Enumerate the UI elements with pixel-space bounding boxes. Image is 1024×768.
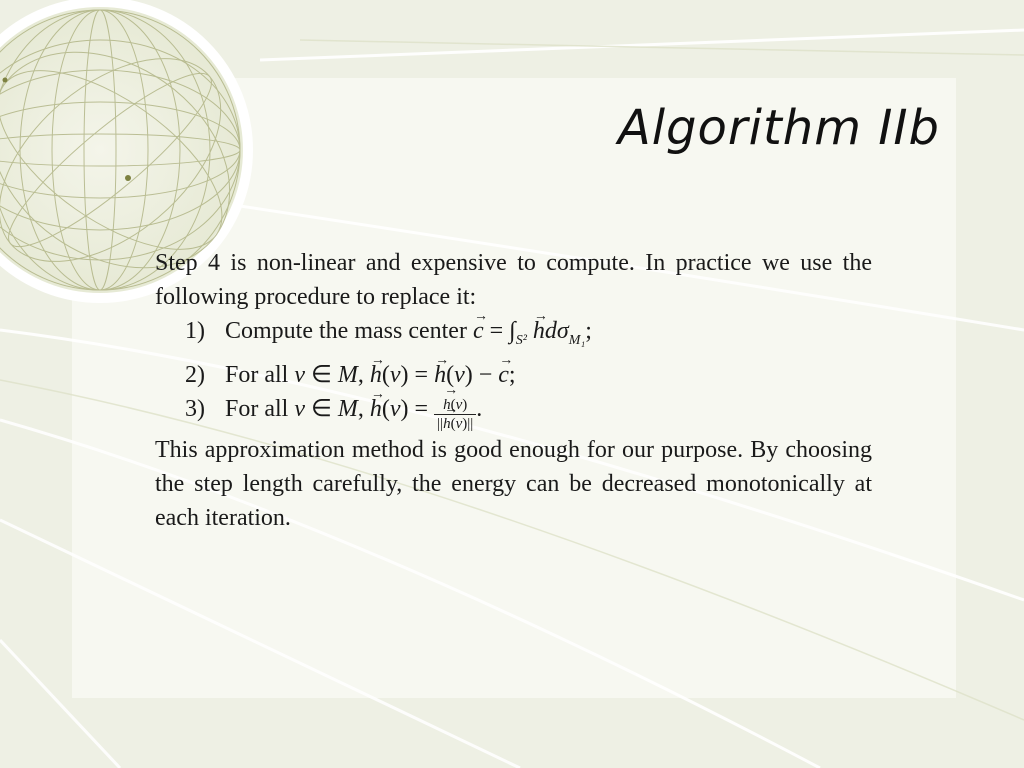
step-formula: v ∈ M, h →(v) = h →(v) − c →;	[294, 362, 515, 388]
step-text: For all	[225, 362, 289, 388]
slide-body	[155, 246, 872, 535]
slide-title: Algorithm IIb	[617, 100, 940, 156]
step-text: Compute the mass center	[225, 318, 467, 344]
step-3	[155, 392, 872, 433]
step-2	[155, 358, 872, 392]
step-1	[155, 314, 872, 358]
step-text: For all	[225, 396, 289, 422]
intro-paragraph: Step 4 is non-linear and expensive to compute. In practice we use the following procedure to replace it:	[155, 250, 872, 310]
step-number: 3)	[185, 396, 205, 422]
step-formula: c → = $\int_{S^2}$ $h \to d\sigma_{M_1}$;	[473, 318, 592, 344]
step-number: 2)	[185, 362, 205, 388]
step-number: 1)	[185, 318, 205, 344]
conclusion-paragraph: This approximation method is good enough for our purpose. By choosing the step length carefully, the energy can be decreased monotonically at each iteration.	[155, 437, 872, 531]
step-formula: v ∈ M, h →(v) = $\frac{h \to(v)}{||h \to(v)||}$ .	[294, 396, 482, 422]
